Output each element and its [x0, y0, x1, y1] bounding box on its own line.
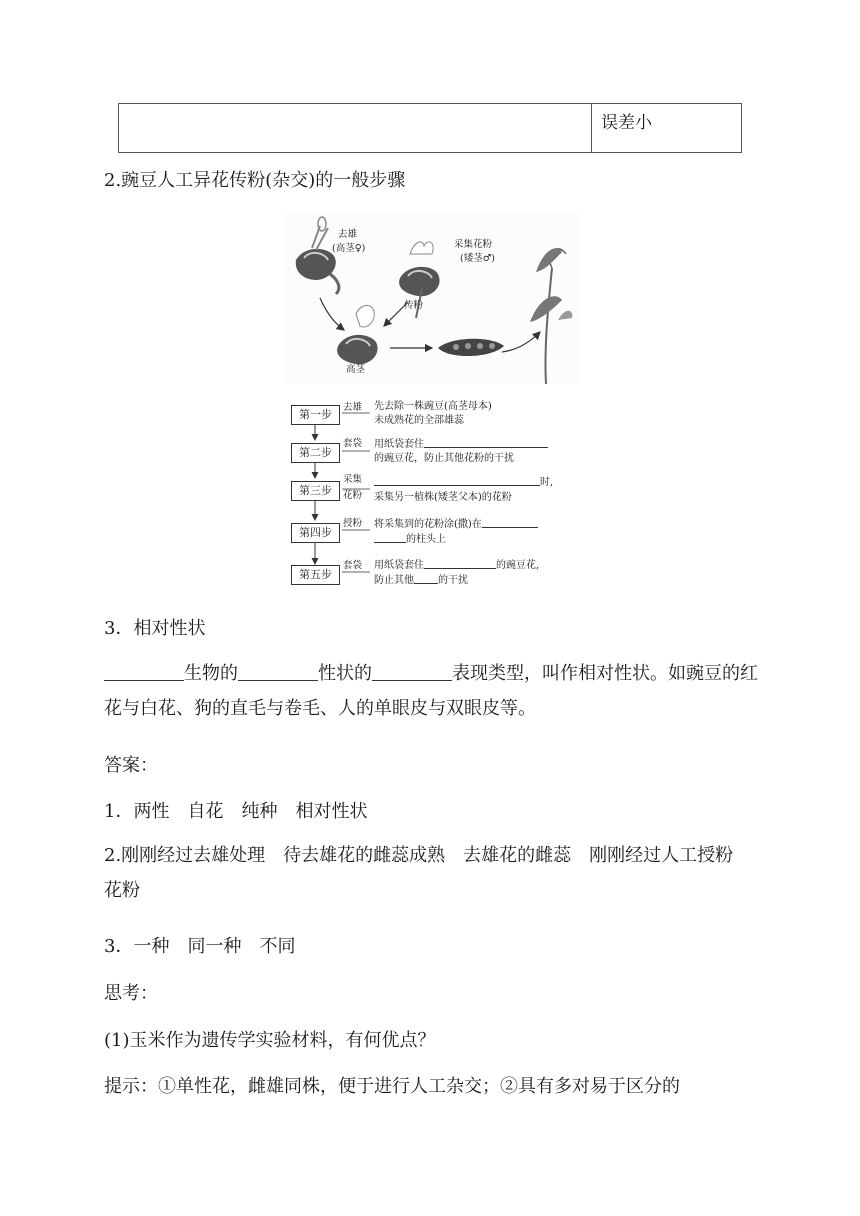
section3-heading: 3．相对性状 [104, 618, 206, 639]
thinking-hint: 提示：①单性花，雌雄同株，便于进行人工杂交；②具有多对易于区分的 [104, 1076, 680, 1097]
step2-line2: 的豌豆花，防止其他花粉的干扰 [374, 453, 514, 464]
step3-tag1: 采集 [343, 474, 363, 485]
step2-box: 第二步 [291, 443, 340, 463]
section3-part1: 生物的 [184, 663, 238, 684]
section3-blank1 [104, 662, 184, 681]
step2-blank [424, 437, 548, 448]
step3-line1-end: 时, [540, 477, 554, 488]
step5-box: 第五步 [291, 565, 340, 585]
answer-1: 1．两性 自花 纯种 相对性状 [104, 801, 368, 822]
label-emasculate-sub: (高茎♀) [332, 243, 366, 254]
step4-line2 [374, 532, 446, 547]
step5-line1-text: 用纸袋套住 [374, 560, 424, 571]
section3-part3: 表现类型，叫作相对性状。如豌豆的红花与白花、狗的直毛与卷毛、人的单眼皮与双眼皮等。 [104, 663, 758, 719]
answer-3: 3．一种 同一种 不同 [104, 936, 296, 957]
step2-line1 [374, 437, 548, 452]
step3-line1 [374, 475, 553, 490]
step5-line1-end: 的豌豆花, [496, 560, 540, 571]
step2-line1-text: 用纸袋套住 [374, 439, 424, 450]
section3-blank3 [372, 662, 452, 681]
step5-line2-text: 防止其他 [374, 575, 414, 586]
label-emasculate: 去雄 [338, 229, 358, 240]
step4-line1 [374, 517, 538, 532]
step2-tag: 套袋 [343, 438, 363, 449]
thinking-question-1: (1)玉米作为遗传学实验材料，有何优点？ [104, 1030, 436, 1051]
step4-box: 第四步 [291, 523, 340, 543]
step5-blank1 [424, 558, 496, 569]
step5-line2 [374, 573, 468, 588]
step1-line1: 先去除一株豌豆(高茎母本) [374, 401, 492, 412]
section2-heading: 2.豌豆人工异花传粉(杂交)的一般步骤 [104, 170, 406, 191]
step5-tag: 套袋 [343, 560, 363, 571]
step4-blank2 [374, 532, 406, 543]
step5-line2-end: 的干扰 [438, 575, 468, 586]
step5-line1 [374, 558, 539, 573]
table-fragment [118, 103, 742, 153]
step3-tag2: 花粉 [343, 490, 363, 501]
label-collect: 采集花粉 [454, 239, 493, 250]
section3-paragraph [104, 656, 760, 726]
step3-box: 第三步 [291, 481, 340, 501]
label-collect-sub: (矮茎♂) [460, 253, 495, 264]
table-cell-left [119, 104, 592, 152]
label-pollinate: 传粉 [404, 300, 424, 311]
step1-tag: 去雄 [343, 402, 363, 413]
step5-blank2 [414, 573, 438, 584]
step1-box: 第一步 [291, 405, 340, 425]
step3-blank [374, 475, 540, 486]
table-cell-right: 误差小 [601, 113, 652, 133]
thinking-label: 思考： [104, 983, 158, 1004]
step3-line2: 采集另一植株(矮茎父本)的花粉 [374, 492, 512, 503]
step4-blank1 [482, 517, 538, 528]
step4-tag: 授粉 [343, 518, 363, 529]
step1-line2: 未成熟花的全部雄蕊 [374, 415, 464, 426]
label-tall: 高茎 [346, 364, 366, 375]
section3-part2: 性状的 [318, 663, 372, 684]
answers-label: 答案： [104, 755, 158, 776]
step4-line2-end: 的柱头上 [406, 534, 446, 545]
answer-2: 2.刚刚经过去雄处理 待去雄花的雌蕊成熟 去雄花的雌蕊 刚刚经过人工授粉 花粉 [104, 845, 752, 901]
section3-blank2 [238, 662, 318, 681]
pollination-figure [282, 208, 578, 588]
step4-line1-text: 将采集到的花粉涂(撒)在 [374, 519, 482, 530]
